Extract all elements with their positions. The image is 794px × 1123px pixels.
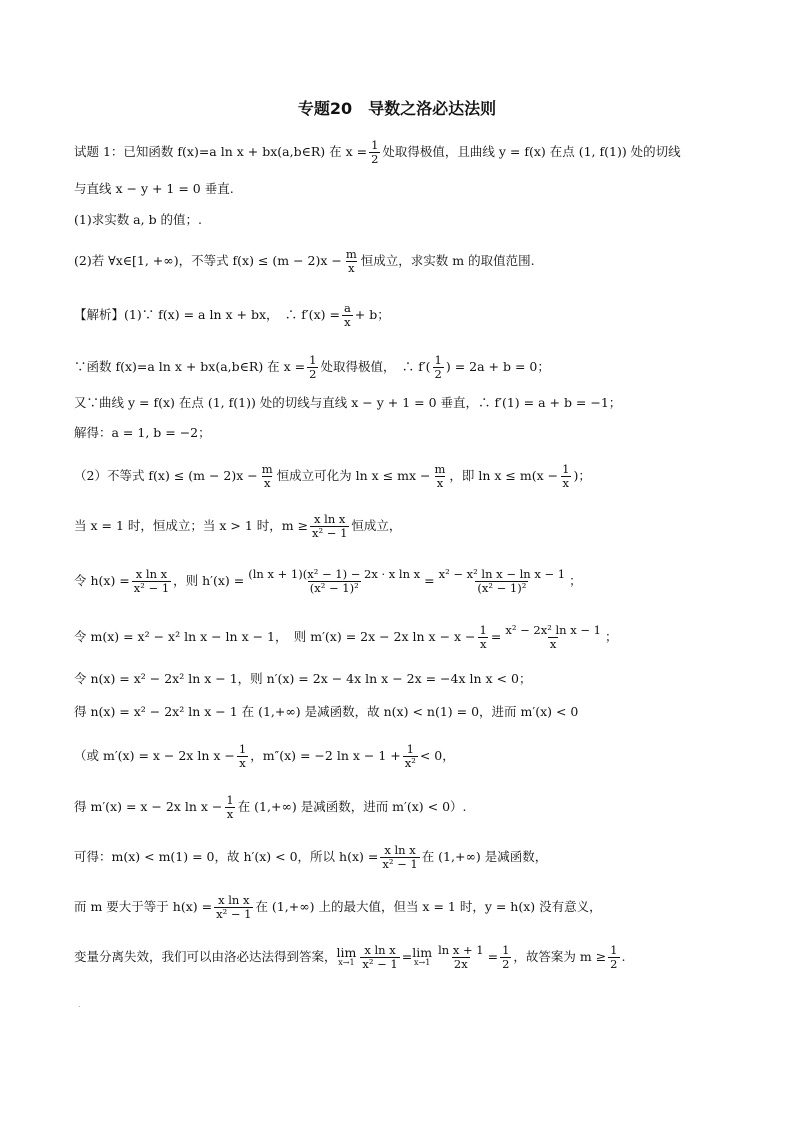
problem-part-1: (1)求实数 a, b 的值；.	[74, 212, 203, 227]
limit-subscript: x→1	[413, 958, 431, 968]
denominator: (x² − 1)²	[477, 580, 527, 595]
limit-label: lim	[412, 944, 433, 960]
text: ) = 2a + b = 0；	[445, 359, 550, 375]
denominator: x² − 1	[312, 525, 348, 540]
problem-line-1	[74, 139, 754, 165]
text: (2)若 ∀x∈[1, +∞)，不等式 f(x) ≤ (m − 2)x −	[74, 253, 342, 269]
solution-line-8	[74, 624, 754, 650]
fraction	[214, 894, 253, 920]
limit-label: lim	[336, 944, 357, 960]
denominator: 2	[610, 956, 618, 971]
fraction	[403, 743, 418, 769]
denominator: x	[263, 475, 271, 490]
text: 恒成立，求实数 m 的取值范围.	[360, 253, 535, 269]
equals: =	[487, 949, 499, 965]
text: 在 (1,+∞) 是减函数，	[421, 849, 548, 865]
limit	[412, 944, 433, 968]
numerator: m	[345, 247, 357, 261]
text: 处取得极值， ∴ f′(	[320, 359, 431, 375]
fraction	[260, 463, 275, 489]
limit-subscript: x→1	[338, 958, 355, 968]
solution-line-10: 得 n(x) = x² − 2x² ln x − 1 在 (1,+∞) 是减函数，故 n(x) < n(1) = 0，进而 m′(x) < 0	[74, 704, 579, 719]
text: 令 h(x) =	[74, 573, 130, 589]
numerator: x ln x	[384, 843, 416, 857]
text: （2）不等式 f(x) ≤ (m − 2)x −	[74, 468, 258, 484]
fraction	[478, 624, 489, 650]
numerator: 1	[226, 793, 234, 807]
text: .	[621, 949, 626, 965]
fraction	[503, 624, 603, 650]
denominator: 2x	[453, 956, 468, 971]
text: 【解析】(1)∵ f(x) = a ln x + bx， ∴ f′(x) =	[74, 307, 340, 323]
text: 处取得极值，且曲线 y = f(x) 在点 (1, f(1)) 处的切线	[382, 144, 681, 160]
numerator: 1	[562, 462, 570, 476]
denominator: 2	[434, 366, 442, 381]
denominator: 2	[309, 366, 317, 381]
denominator: x² − 1	[362, 956, 398, 971]
numerator: 1	[238, 742, 247, 756]
problem-line-2: 与直线 x − y + 1 = 0 垂直.	[74, 181, 234, 196]
solution-line-12	[74, 794, 754, 820]
fraction	[369, 139, 380, 165]
fraction	[344, 248, 359, 274]
solution-line-2	[74, 354, 754, 380]
numerator: ln x + 1	[438, 943, 484, 957]
text: < 0，	[419, 748, 455, 764]
fraction	[342, 302, 353, 328]
numerator: 1	[309, 353, 317, 367]
numerator: (ln x + 1)(x² − 1) − 2x · x ln x	[248, 567, 421, 581]
solution-line-6	[74, 513, 754, 539]
text: 在 (1,+∞) 上的最大值，但当 x = 1 时，y = h(x) 没有意义，	[255, 899, 602, 915]
numerator: x ln x	[135, 567, 168, 581]
footer-mark: .	[78, 1000, 81, 1009]
numerator: x² − 2x² ln x − 1	[505, 623, 601, 637]
fraction	[436, 944, 486, 970]
text: ，即 ln x ≤ m(x −	[449, 468, 559, 484]
fraction	[237, 743, 248, 769]
problem-part-2	[74, 248, 754, 274]
solution-line-4: 解得：a = 1, b = −2；	[74, 425, 211, 440]
numerator: x ln x	[218, 893, 250, 907]
fraction	[360, 944, 399, 970]
fraction	[608, 944, 619, 970]
solution-line-14	[74, 894, 754, 920]
text: )；	[573, 468, 591, 484]
denominator: x²	[404, 755, 416, 770]
text: ，故答案为 m ≥	[513, 949, 607, 965]
equals: =	[401, 949, 413, 965]
denominator: x	[549, 636, 557, 651]
denominator: 2	[502, 956, 510, 971]
numerator: m	[434, 462, 446, 476]
text: ∵函数 f(x)=a ln x + bx(a,b∈R) 在 x =	[74, 359, 306, 375]
text: 令 m(x) = x² − x² ln x − ln x − 1， 则 m′(x) = 2x − 2x ln x − x −	[74, 629, 476, 645]
fraction	[246, 568, 422, 594]
denominator: x	[436, 475, 444, 490]
text: 变量分离失效，我们可以由洛必达法得到答案，	[74, 949, 337, 965]
page-title: 专题20 导数之洛必达法则	[297, 99, 497, 118]
text: 恒成立可化为 ln x ≤ mx −	[276, 468, 431, 484]
denominator: x² − 1	[382, 856, 418, 871]
text: ；	[604, 629, 618, 645]
solution-line-11	[74, 743, 754, 769]
numerator: x ln x	[364, 943, 396, 957]
text: + b；	[354, 307, 390, 323]
denominator: x	[239, 755, 246, 770]
numerator: 1	[406, 742, 414, 756]
fraction	[307, 354, 318, 380]
text: 得 m′(x) = x − 2x ln x −	[74, 799, 223, 815]
text: 试题 1：已知函数 f(x)=a ln x + bx(a,b∈R) 在 x =	[74, 144, 368, 160]
denominator: x	[562, 475, 570, 490]
text: 而 m 要大于等于 h(x) =	[74, 899, 213, 915]
text: 恒成立，	[351, 518, 402, 534]
fraction	[224, 794, 235, 820]
text: ，m″(x) = −2 ln x − 1 +	[250, 748, 401, 764]
numerator: m	[261, 462, 273, 476]
fraction	[433, 463, 448, 489]
denominator: x	[344, 314, 351, 329]
numerator: x² − x² ln x − ln x − 1	[438, 567, 566, 581]
fraction	[310, 513, 349, 539]
text: =	[490, 629, 502, 645]
solution-line-7	[74, 568, 754, 594]
text: 当 x = 1 时，恒成立；当 x > 1 时，m ≥	[74, 518, 309, 534]
denominator: (x² − 1)²	[309, 580, 359, 595]
denominator: x	[348, 260, 355, 275]
solution-line-1	[74, 302, 754, 328]
denominator: x	[226, 806, 234, 821]
solution-line-5	[74, 463, 754, 489]
solution-line-15	[74, 944, 754, 970]
denominator: x² − 1	[216, 906, 252, 921]
text: （或 m′(x) = x − 2x ln x −	[74, 748, 235, 764]
fraction	[380, 844, 419, 870]
numerator: a	[343, 301, 351, 315]
text: ；	[569, 573, 582, 589]
text: ，则 h′(x) =	[173, 573, 245, 589]
denominator: x	[479, 636, 487, 651]
denominator: x² − 1	[133, 580, 170, 595]
solution-line-9: 令 n(x) = x² − 2x² ln x − 1，则 n′(x) = 2x − 4x ln x − 2x = −4x ln x < 0；	[74, 671, 532, 686]
fraction	[437, 568, 567, 594]
numerator: 1	[502, 943, 510, 957]
fraction	[500, 944, 511, 970]
text: 可得：m(x) < m(1) = 0，故 h′(x) < 0，所以 h(x) =	[74, 849, 379, 865]
fraction	[132, 568, 171, 594]
limit	[336, 944, 357, 968]
numerator: 1	[610, 943, 618, 957]
text: 在 (1,+∞) 是减函数，进而 m′(x) < 0）.	[237, 799, 467, 815]
denominator: 2	[371, 151, 379, 166]
solution-line-3: 又∵曲线 y = f(x) 在点 (1, f(1)) 处的切线与直线 x − y + 1 = 0 垂直，∴ f′(1) = a + b = −1；	[74, 395, 622, 410]
numerator: x ln x	[314, 512, 346, 526]
fraction	[560, 463, 571, 489]
fraction	[433, 354, 444, 380]
numerator: 1	[371, 138, 379, 152]
numerator: 1	[434, 353, 442, 367]
solution-line-13	[74, 844, 754, 870]
text: =	[424, 573, 435, 589]
numerator: 1	[479, 623, 487, 637]
